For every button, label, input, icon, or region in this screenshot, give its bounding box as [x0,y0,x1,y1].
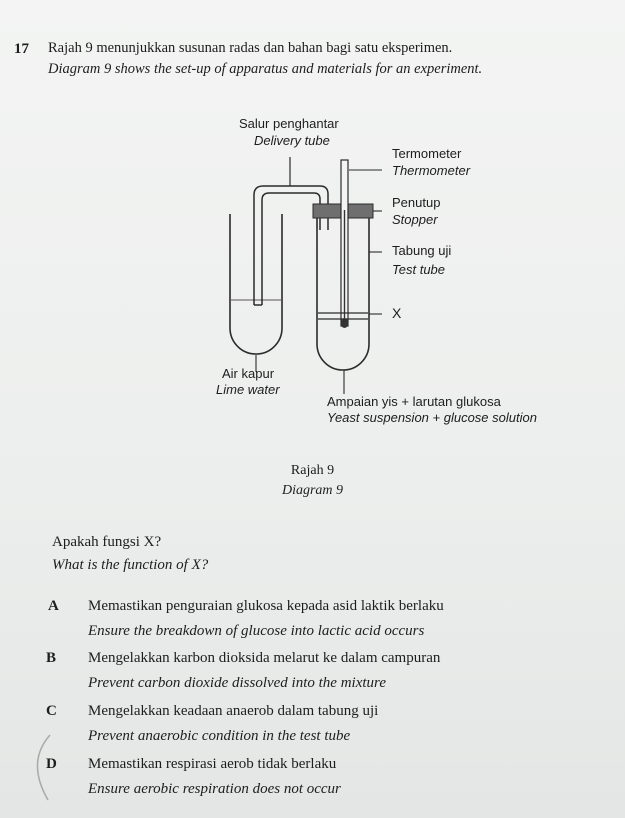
test-tube-label-malay: Tabung uji [392,243,452,258]
x-label: X [392,305,402,321]
question-number: 17 [14,41,29,57]
option-d-malay: Memastikan respirasi aerob tidak berlaku [88,756,337,772]
delivery-tube-label-english: Delivery tube [254,133,330,148]
option-c-letter: C [46,703,57,719]
question-stem-english: Diagram 9 shows the set-up of apparatus and materials for an experiment. [48,61,483,77]
question-stem-malay: Rajah 9 menunjukkan susunan radas dan bahan bagi satu eksperimen. [48,40,453,56]
thermometer [341,160,349,328]
thermometer-label-english: Thermometer [392,163,471,178]
delivery-tube-label-malay: Salur penghantar [239,116,339,131]
prompt-english: What is the function of X? [52,557,209,573]
thermometer-label-malay: Termometer [392,146,462,161]
option-b-letter: B [46,650,57,666]
option-a-letter: A [48,598,59,614]
option-a-english: Ensure the breakdown of glucose into lactic acid occurs [88,623,425,639]
diagram-caption-english: Diagram 9 [281,483,344,498]
test-tube-label-english: Test tube [392,262,446,277]
option-c-english: Prevent anaerobic condition in the test tube [88,728,351,744]
option-c-malay: Mengelakkan keadaan anaerob dalam tabung uji [88,703,379,719]
option-d-english: Ensure aerobic respiration does not occur [88,781,341,797]
diagram-caption-malay: Rajah 9 [290,463,335,478]
option-a-malay: Memastikan penguraian glukosa kepada asid laktik berlaku [88,598,444,614]
yeast-label-english: Yeast suspension + glucose solution [327,410,537,425]
lime-water-label-malay: Air kapur [222,366,275,381]
lime-water-label-english: Lime water [216,382,280,397]
lime-water-test-tube [230,214,282,354]
stopper-label-malay: Penutup [392,195,441,210]
yeast-label-malay: Ampaian yis + larutan glukosa [327,394,501,409]
prompt-malay: Apakah fungsi X? [52,534,162,550]
option-d-letter: D [46,756,57,772]
stopper-label-english: Stopper [392,212,438,227]
option-b-malay: Mengelakkan karbon dioksida melarut ke dalam campuran [88,650,441,666]
option-b-english: Prevent carbon dioxide dissolved into the mixture [88,675,386,691]
